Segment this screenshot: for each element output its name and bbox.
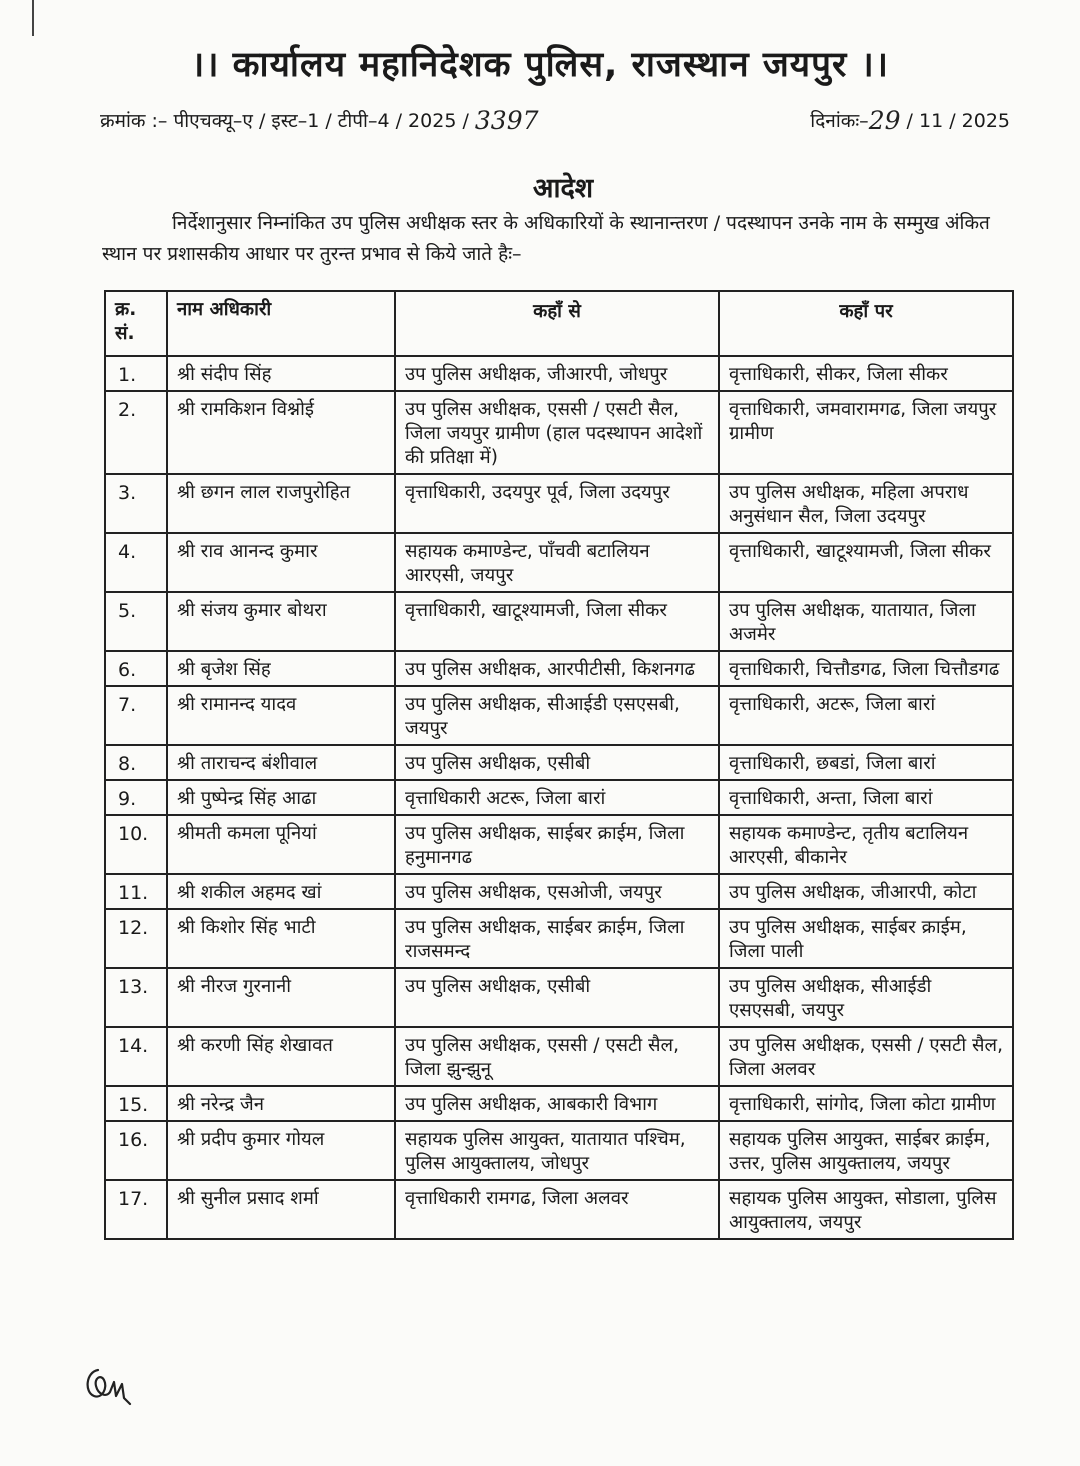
cell-officer-name: श्री संजय कुमार बोथरा [167,592,395,651]
table-row [105,968,1013,1027]
cell-sno: 10. [105,815,167,874]
cell-to: वृत्ताधिकारी, चित्तौडगढ, जिला चित्तौडगढ [719,651,1013,686]
cell-from: उप पुलिस अधीक्षक, आरपीटीसी, किशनगढ [395,651,719,686]
cell-to: उप पुलिस अधीक्षक, साईबर क्राईम, जिला पाली [719,909,1013,968]
cell-sno: 17. [105,1180,167,1239]
cell-sno: 9. [105,780,167,815]
date-suffix: / 11 / 2025 [900,110,1010,132]
cell-from: वृत्ताधिकारी रामगढ, जिला अलवर [395,1180,719,1239]
table-row [105,651,1013,686]
table-header-row [105,291,1013,356]
cell-sno: 15. [105,1086,167,1121]
cell-from: उप पुलिस अधीक्षक, एसीबी [395,745,719,780]
cell-officer-name: श्री सुनील प्रसाद शर्मा [167,1180,395,1239]
cell-to: उप पुलिस अधीक्षक, सीआईडी एसएसबी, जयपुर [719,968,1013,1027]
cell-officer-name: श्री करणी सिंह शेखावत [167,1027,395,1086]
cell-to: सहायक पुलिस आयुक्त, सोडाला, पुलिस आयुक्तालय, जयपुर [719,1180,1013,1239]
cell-to: सहायक पुलिस आयुक्त, साईबर क्राईम, उत्तर, पुलिस आयुक्तालय, जयपुर [719,1121,1013,1180]
cell-officer-name: श्री नरेन्द्र जैन [167,1086,395,1121]
cell-officer-name: श्री छगन लाल राजपुरोहित [167,474,395,533]
table-row [105,1086,1013,1121]
cell-from: उप पुलिस अधीक्षक, साईबर क्राईम, जिला राजसमन्द [395,909,719,968]
date-prefix: दिनांकः– [810,110,869,132]
cell-from: सहायक पुलिस आयुक्त, यातायात पश्चिम, पुलिस आयुक्तालय, जोधपुर [395,1121,719,1180]
cell-officer-name: श्री प्रदीप कुमार गोयल [167,1121,395,1180]
cell-from: उप पुलिस अधीक्षक, एसओजी, जयपुर [395,874,719,909]
handwritten-signature [80,1352,140,1422]
cell-officer-name: श्री पुष्पेन्द्र सिंह आढा [167,780,395,815]
cell-to: उप पुलिस अधीक्षक, एससी / एसटी सैल, जिला अलवर [719,1027,1013,1086]
table-row [105,909,1013,968]
cell-from: वृत्ताधिकारी अटरू, जिला बारां [395,780,719,815]
table-row [105,780,1013,815]
cell-from: उप पुलिस अधीक्षक, आबकारी विभाग [395,1086,719,1121]
table-row [105,1180,1013,1239]
cell-officer-name: श्री रामानन्द यादव [167,686,395,745]
cell-from: उप पुलिस अधीक्षक, सीआईडी एसएसबी, जयपुर [395,686,719,745]
table-row [105,1121,1013,1180]
table-row [105,356,1013,391]
cell-officer-name: श्री ताराचन्द बंशीवाल [167,745,395,780]
cell-from: उप पुलिस अधीक्षक, एसीबी [395,968,719,1027]
cell-sno: 3. [105,474,167,533]
table-row [105,391,1013,474]
cell-sno: 12. [105,909,167,968]
cell-to: वृत्ताधिकारी, जमवारामगढ, जिला जयपुर ग्रामीण [719,391,1013,474]
reference-number [100,104,539,133]
cell-to: वृत्ताधिकारी, सीकर, जिला सीकर [719,356,1013,391]
cell-to: उप पुलिस अधीक्षक, महिला अपराध अनुसंधान सैल, जिला उदयपुर [719,474,1013,533]
cell-to: उप पुलिस अधीक्षक, जीआरपी, कोटा [719,874,1013,909]
header-sno: क्र. सं. [105,291,167,356]
cell-sno: 11. [105,874,167,909]
cell-officer-name: श्री राव आनन्द कुमार [167,533,395,592]
order-intro-paragraph: निर्देशानुसार निम्नांकित उप पुलिस अधीक्षक स्तर के अधिकारियों के स्थानान्तरण / पदस्थापन उनके नाम के सम्मुख अंकित स्थान पर प्रशासकीय आधार पर तुरन्त प्रभाव से किये जाते हैः– [102,212,990,265]
cell-sno: 8. [105,745,167,780]
reference-prefix: क्रमांक :– पीएचक्यू–ए / इस्ट–1 / टीपी–4 / 2025 / [100,110,475,132]
cell-from: उप पुलिस अधीक्षक, साईबर क्राईम, जिला हनुमानगढ [395,815,719,874]
cell-from: उप पुलिस अधीक्षक, जीआरपी, जोधपुर [395,356,719,391]
order-title: आदेश [532,173,594,204]
table-row [105,815,1013,874]
cell-from: सहायक कमाण्डेन्ट, पाँचवी बटालियन आरएसी, जयपुर [395,533,719,592]
cell-officer-name: श्री रामकिशन विश्नोई [167,391,395,474]
table-row [105,474,1013,533]
reference-handwritten-number: 3397 [474,106,539,135]
cell-sno: 4. [105,533,167,592]
cell-from: उप पुलिस अधीक्षक, एससी / एसटी सैल, जिला झुन्झुनू [395,1027,719,1086]
scan-edge-mark [32,0,34,36]
cell-from: वृत्ताधिकारी, उदयपुर पूर्व, जिला उदयपुर [395,474,719,533]
table-row [105,592,1013,651]
header-to: कहाँ पर [719,291,1013,356]
cell-to: वृत्ताधिकारी, अटरू, जिला बारां [719,686,1013,745]
cell-to: सहायक कमाण्डेन्ट, तृतीय बटालियन आरएसी, बीकानेर [719,815,1013,874]
cell-sno: 16. [105,1121,167,1180]
cell-officer-name: श्री बृजेश सिंह [167,651,395,686]
cell-to: वृत्ताधिकारी, खाटूश्यामजी, जिला सीकर [719,533,1013,592]
cell-to: वृत्ताधिकारी, सांगोद, जिला कोटा ग्रामीण [719,1086,1013,1121]
cell-officer-name: श्री नीरज गुरनानी [167,968,395,1027]
cell-to: वृत्ताधिकारी, छबडां, जिला बारां [719,745,1013,780]
cell-sno: 14. [105,1027,167,1086]
cell-officer-name: श्री संदीप सिंह [167,356,395,391]
table-row [105,533,1013,592]
cell-sno: 5. [105,592,167,651]
cell-from: वृत्ताधिकारी, खाटूश्यामजी, जिला सीकर [395,592,719,651]
cell-sno: 13. [105,968,167,1027]
transfer-table [104,290,1014,1240]
table-row [105,686,1013,745]
cell-sno: 7. [105,686,167,745]
cell-officer-name: श्री किशोर सिंह भाटी [167,909,395,968]
date-handwritten-day: 29 [868,106,901,135]
header-from: कहाँ से [395,291,719,356]
table-row [105,874,1013,909]
header-name: नाम अधिकारी [167,291,395,356]
cell-sno: 6. [105,651,167,686]
cell-sno: 2. [105,391,167,474]
cell-to: उप पुलिस अधीक्षक, यातायात, जिला अजमेर [719,592,1013,651]
cell-sno: 1. [105,356,167,391]
table-row [105,745,1013,780]
table-row [105,1027,1013,1086]
cell-to: वृत्ताधिकारी, अन्ता, जिला बारां [719,780,1013,815]
order-date [810,104,1010,133]
office-header: ।। कार्यालय महानिदेशक पुलिस, राजस्थान जयपुर ।। [190,45,890,85]
reference-line [100,100,1010,134]
cell-officer-name: श्री शकील अहमद खां [167,874,395,909]
cell-officer-name: श्रीमती कमला पूनियां [167,815,395,874]
cell-from: उप पुलिस अधीक्षक, एससी / एसटी सैल, जिला जयपुर ग्रामीण (हाल पदस्थापन आदेशों की प्रतिक्षा में) [395,391,719,474]
